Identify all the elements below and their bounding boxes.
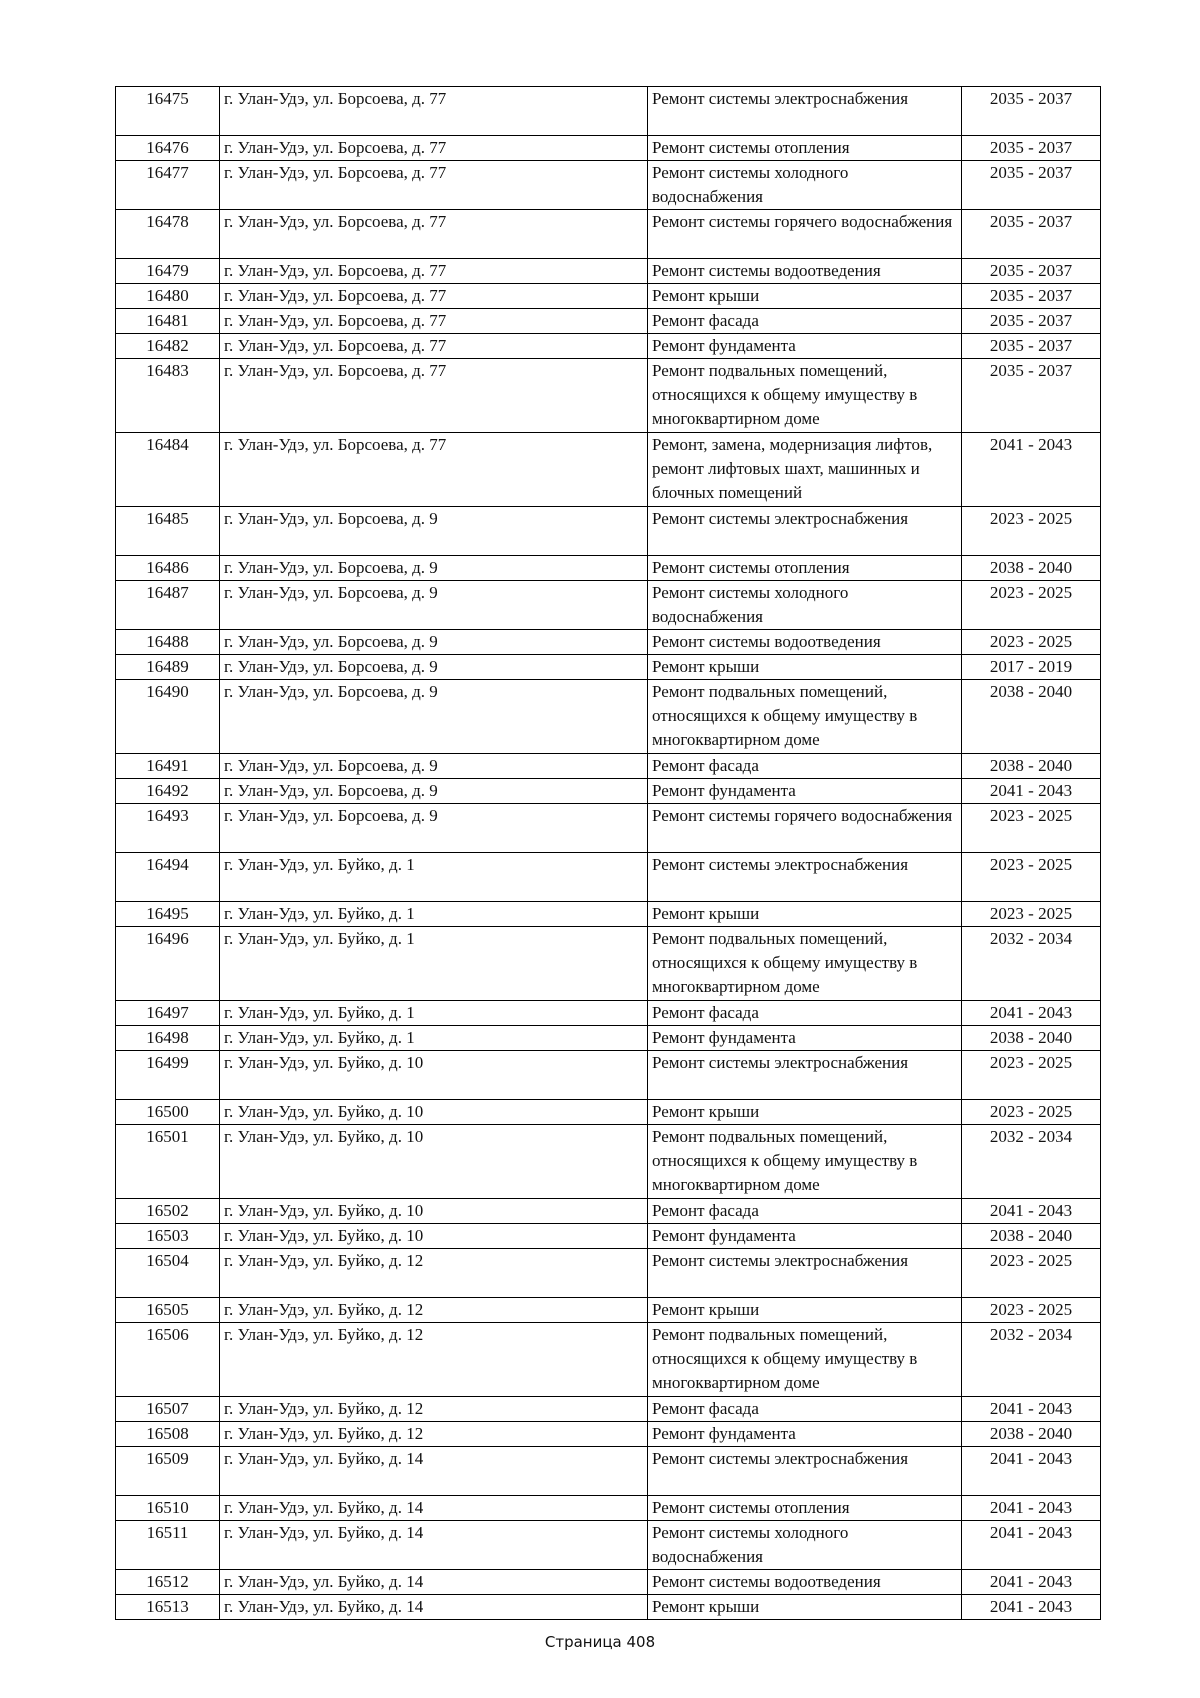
work-type-cell: Ремонт системы холодного водоснабжения: [648, 1521, 962, 1570]
period-cell: 2038 - 2040: [962, 1224, 1101, 1249]
row-number: 16491: [116, 754, 220, 779]
row-number: 16486: [116, 556, 220, 581]
work-type-cell: Ремонт фундамента: [648, 1422, 962, 1447]
period-cell: 2023 - 2025: [962, 853, 1101, 902]
period-cell: 2038 - 2040: [962, 754, 1101, 779]
table-body: [116, 87, 1101, 1620]
row-number: 16500: [116, 1100, 220, 1125]
row-number: 16479: [116, 259, 220, 284]
work-type-cell: Ремонт системы электроснабжения: [648, 853, 962, 902]
address-cell: г. Улан-Удэ, ул. Борсоева, д. 9: [220, 630, 648, 655]
period-cell: 2023 - 2025: [962, 902, 1101, 927]
work-type-cell: Ремонт системы электроснабжения: [648, 507, 962, 556]
table-row: [116, 210, 1101, 259]
table-row: [116, 284, 1101, 309]
address-cell: г. Улан-Удэ, ул. Борсоева, д. 9: [220, 507, 648, 556]
row-number: 16499: [116, 1051, 220, 1100]
work-type-cell: Ремонт фасада: [648, 1397, 962, 1422]
period-cell: 2017 - 2019: [962, 655, 1101, 680]
table-row: [116, 1595, 1101, 1620]
row-number: 16494: [116, 853, 220, 902]
address-cell: г. Улан-Удэ, ул. Буйко, д. 1: [220, 853, 648, 902]
period-cell: 2041 - 2043: [962, 1496, 1101, 1521]
address-cell: г. Улан-Удэ, ул. Борсоева, д. 77: [220, 284, 648, 309]
work-type-cell: Ремонт подвальных помещений, относящихся к общему имуществу в многоквартирном доме: [648, 359, 962, 433]
table-row: [116, 1496, 1101, 1521]
work-type-cell: Ремонт фундамента: [648, 334, 962, 359]
period-cell: 2038 - 2040: [962, 556, 1101, 581]
row-number: 16493: [116, 804, 220, 853]
table-row: [116, 309, 1101, 334]
table-row: [116, 902, 1101, 927]
table-row: [116, 630, 1101, 655]
address-cell: г. Улан-Удэ, ул. Борсоева, д. 9: [220, 754, 648, 779]
work-type-cell: Ремонт подвальных помещений, относящихся к общему имуществу в многоквартирном доме: [648, 927, 962, 1001]
period-cell: 2041 - 2043: [962, 1521, 1101, 1570]
table-row: [116, 1051, 1101, 1100]
table-row: [116, 655, 1101, 680]
address-cell: г. Улан-Удэ, ул. Буйко, д. 10: [220, 1224, 648, 1249]
table-row: [116, 359, 1101, 433]
period-cell: 2041 - 2043: [962, 1199, 1101, 1224]
address-cell: г. Улан-Удэ, ул. Буйко, д. 14: [220, 1595, 648, 1620]
table-row: [116, 507, 1101, 556]
period-cell: 2041 - 2043: [962, 1001, 1101, 1026]
table-row: [116, 556, 1101, 581]
row-number: 16497: [116, 1001, 220, 1026]
table-row: [116, 779, 1101, 804]
row-number: 16510: [116, 1496, 220, 1521]
period-cell: 2038 - 2040: [962, 1026, 1101, 1051]
work-type-cell: Ремонт системы водоотведения: [648, 1570, 962, 1595]
row-number: 16480: [116, 284, 220, 309]
period-cell: 2023 - 2025: [962, 1100, 1101, 1125]
row-number: 16513: [116, 1595, 220, 1620]
repair-schedule-table: [115, 86, 1101, 1620]
address-cell: г. Улан-Удэ, ул. Буйко, д. 12: [220, 1422, 648, 1447]
table-row: [116, 680, 1101, 754]
table-row: [116, 87, 1101, 136]
row-number: 16490: [116, 680, 220, 754]
work-type-cell: Ремонт фундамента: [648, 1224, 962, 1249]
work-type-cell: Ремонт системы горячего водоснабжения: [648, 210, 962, 259]
period-cell: 2035 - 2037: [962, 161, 1101, 210]
table-row: [116, 334, 1101, 359]
work-type-cell: Ремонт фасада: [648, 1199, 962, 1224]
address-cell: г. Улан-Удэ, ул. Буйко, д. 1: [220, 1026, 648, 1051]
row-number: 16481: [116, 309, 220, 334]
period-cell: 2023 - 2025: [962, 1298, 1101, 1323]
work-type-cell: Ремонт системы отопления: [648, 136, 962, 161]
row-number: 16482: [116, 334, 220, 359]
period-cell: 2041 - 2043: [962, 1595, 1101, 1620]
row-number: 16489: [116, 655, 220, 680]
table-row: [116, 853, 1101, 902]
period-cell: 2023 - 2025: [962, 581, 1101, 630]
work-type-cell: Ремонт системы электроснабжения: [648, 87, 962, 136]
period-cell: 2035 - 2037: [962, 259, 1101, 284]
address-cell: г. Улан-Удэ, ул. Буйко, д. 12: [220, 1249, 648, 1298]
row-number: 16508: [116, 1422, 220, 1447]
address-cell: г. Улан-Удэ, ул. Борсоева, д. 9: [220, 556, 648, 581]
row-number: 16503: [116, 1224, 220, 1249]
table-row: [116, 581, 1101, 630]
period-cell: 2035 - 2037: [962, 334, 1101, 359]
address-cell: г. Улан-Удэ, ул. Борсоева, д. 9: [220, 680, 648, 754]
address-cell: г. Улан-Удэ, ул. Буйко, д. 1: [220, 927, 648, 1001]
period-cell: 2023 - 2025: [962, 630, 1101, 655]
table-row: [116, 1521, 1101, 1570]
period-cell: 2035 - 2037: [962, 284, 1101, 309]
address-cell: г. Улан-Удэ, ул. Буйко, д. 14: [220, 1496, 648, 1521]
period-cell: 2041 - 2043: [962, 1570, 1101, 1595]
row-number: 16511: [116, 1521, 220, 1570]
address-cell: г. Улан-Удэ, ул. Борсоева, д. 9: [220, 804, 648, 853]
page-number: Страница 408: [544, 1633, 656, 1651]
address-cell: г. Улан-Удэ, ул. Буйко, д. 1: [220, 1001, 648, 1026]
period-cell: 2032 - 2034: [962, 1323, 1101, 1397]
period-cell: 2041 - 2043: [962, 1447, 1101, 1496]
work-type-cell: Ремонт крыши: [648, 284, 962, 309]
address-cell: г. Улан-Удэ, ул. Борсоева, д. 77: [220, 334, 648, 359]
address-cell: г. Улан-Удэ, ул. Борсоева, д. 77: [220, 136, 648, 161]
period-cell: 2041 - 2043: [962, 433, 1101, 507]
work-type-cell: Ремонт системы водоотведения: [648, 630, 962, 655]
address-cell: г. Улан-Удэ, ул. Буйко, д. 10: [220, 1199, 648, 1224]
work-type-cell: Ремонт, замена, модернизация лифтов, ремонт лифтовых шахт, машинных и блочных помещений: [648, 433, 962, 507]
work-type-cell: Ремонт системы электроснабжения: [648, 1447, 962, 1496]
work-type-cell: Ремонт подвальных помещений, относящихся к общему имуществу в многоквартирном доме: [648, 1125, 962, 1199]
row-number: 16502: [116, 1199, 220, 1224]
work-type-cell: Ремонт системы отопления: [648, 556, 962, 581]
table-row: [116, 1249, 1101, 1298]
row-number: 16495: [116, 902, 220, 927]
period-cell: 2035 - 2037: [962, 136, 1101, 161]
table-row: [116, 1323, 1101, 1397]
row-number: 16498: [116, 1026, 220, 1051]
work-type-cell: Ремонт фундамента: [648, 1026, 962, 1051]
work-type-cell: Ремонт крыши: [648, 1298, 962, 1323]
period-cell: 2038 - 2040: [962, 680, 1101, 754]
table-row: [116, 754, 1101, 779]
row-number: 16501: [116, 1125, 220, 1199]
work-type-cell: Ремонт системы холодного водоснабжения: [648, 581, 962, 630]
address-cell: г. Улан-Удэ, ул. Борсоева, д. 77: [220, 210, 648, 259]
row-number: 16484: [116, 433, 220, 507]
period-cell: 2032 - 2034: [962, 927, 1101, 1001]
row-number: 16478: [116, 210, 220, 259]
work-type-cell: Ремонт подвальных помещений, относящихся к общему имуществу в многоквартирном доме: [648, 1323, 962, 1397]
address-cell: г. Улан-Удэ, ул. Борсоева, д. 77: [220, 161, 648, 210]
address-cell: г. Улан-Удэ, ул. Буйко, д. 14: [220, 1521, 648, 1570]
address-cell: г. Улан-Удэ, ул. Буйко, д. 12: [220, 1298, 648, 1323]
address-cell: г. Улан-Удэ, ул. Буйко, д. 12: [220, 1397, 648, 1422]
address-cell: г. Улан-Удэ, ул. Буйко, д. 14: [220, 1447, 648, 1496]
work-type-cell: Ремонт системы горячего водоснабжения: [648, 804, 962, 853]
table-row: [116, 1422, 1101, 1447]
work-type-cell: Ремонт крыши: [648, 1595, 962, 1620]
work-type-cell: Ремонт системы водоотведения: [648, 259, 962, 284]
work-type-cell: Ремонт фасада: [648, 309, 962, 334]
address-cell: г. Улан-Удэ, ул. Борсоева, д. 77: [220, 309, 648, 334]
row-number: 16496: [116, 927, 220, 1001]
period-cell: 2023 - 2025: [962, 804, 1101, 853]
table-row: [116, 1447, 1101, 1496]
row-number: 16487: [116, 581, 220, 630]
period-cell: 2032 - 2034: [962, 1125, 1101, 1199]
table-row: [116, 1298, 1101, 1323]
address-cell: г. Улан-Удэ, ул. Буйко, д. 12: [220, 1323, 648, 1397]
period-cell: 2023 - 2025: [962, 507, 1101, 556]
table-row: [116, 433, 1101, 507]
row-number: 16504: [116, 1249, 220, 1298]
work-type-cell: Ремонт системы электроснабжения: [648, 1249, 962, 1298]
address-cell: г. Улан-Удэ, ул. Борсоева, д. 77: [220, 87, 648, 136]
period-cell: 2035 - 2037: [962, 309, 1101, 334]
period-cell: 2041 - 2043: [962, 779, 1101, 804]
work-type-cell: Ремонт крыши: [648, 902, 962, 927]
address-cell: г. Улан-Удэ, ул. Борсоева, д. 77: [220, 433, 648, 507]
address-cell: г. Улан-Удэ, ул. Буйко, д. 10: [220, 1051, 648, 1100]
address-cell: г. Улан-Удэ, ул. Борсоева, д. 9: [220, 655, 648, 680]
table-row: [116, 1125, 1101, 1199]
row-number: 16509: [116, 1447, 220, 1496]
address-cell: г. Улан-Удэ, ул. Буйко, д. 10: [220, 1125, 648, 1199]
period-cell: 2035 - 2037: [962, 359, 1101, 433]
table-row: [116, 1100, 1101, 1125]
row-number: 16506: [116, 1323, 220, 1397]
row-number: 16488: [116, 630, 220, 655]
row-number: 16476: [116, 136, 220, 161]
row-number: 16507: [116, 1397, 220, 1422]
period-cell: 2023 - 2025: [962, 1249, 1101, 1298]
row-number: 16492: [116, 779, 220, 804]
address-cell: г. Улан-Удэ, ул. Буйко, д. 14: [220, 1570, 648, 1595]
table-row: [116, 927, 1101, 1001]
period-cell: 2038 - 2040: [962, 1422, 1101, 1447]
table-row: [116, 1199, 1101, 1224]
work-type-cell: Ремонт системы холодного водоснабжения: [648, 161, 962, 210]
table-row: [116, 259, 1101, 284]
address-cell: г. Улан-Удэ, ул. Борсоева, д. 9: [220, 581, 648, 630]
table-row: [116, 161, 1101, 210]
address-cell: г. Улан-Удэ, ул. Борсоева, д. 77: [220, 259, 648, 284]
row-number: 16512: [116, 1570, 220, 1595]
address-cell: г. Улан-Удэ, ул. Борсоева, д. 9: [220, 779, 648, 804]
work-type-cell: Ремонт крыши: [648, 655, 962, 680]
period-cell: 2023 - 2025: [962, 1051, 1101, 1100]
work-type-cell: Ремонт фасада: [648, 754, 962, 779]
period-cell: 2035 - 2037: [962, 87, 1101, 136]
row-number: 16477: [116, 161, 220, 210]
work-type-cell: Ремонт фасада: [648, 1001, 962, 1026]
period-cell: 2041 - 2043: [962, 1397, 1101, 1422]
address-cell: г. Улан-Удэ, ул. Буйко, д. 1: [220, 902, 648, 927]
work-type-cell: Ремонт подвальных помещений, относящихся к общему имуществу в многоквартирном доме: [648, 680, 962, 754]
address-cell: г. Улан-Удэ, ул. Борсоева, д. 77: [220, 359, 648, 433]
table-row: [116, 1001, 1101, 1026]
table-row: [116, 1026, 1101, 1051]
table-row: [116, 1397, 1101, 1422]
address-cell: г. Улан-Удэ, ул. Буйко, д. 10: [220, 1100, 648, 1125]
row-number: 16475: [116, 87, 220, 136]
row-number: 16505: [116, 1298, 220, 1323]
row-number: 16483: [116, 359, 220, 433]
row-number: 16485: [116, 507, 220, 556]
work-type-cell: Ремонт крыши: [648, 1100, 962, 1125]
work-type-cell: Ремонт системы электроснабжения: [648, 1051, 962, 1100]
table-row: [116, 136, 1101, 161]
work-type-cell: Ремонт системы отопления: [648, 1496, 962, 1521]
table-row: [116, 804, 1101, 853]
table-row: [116, 1570, 1101, 1595]
period-cell: 2035 - 2037: [962, 210, 1101, 259]
work-type-cell: Ремонт фундамента: [648, 779, 962, 804]
table-row: [116, 1224, 1101, 1249]
